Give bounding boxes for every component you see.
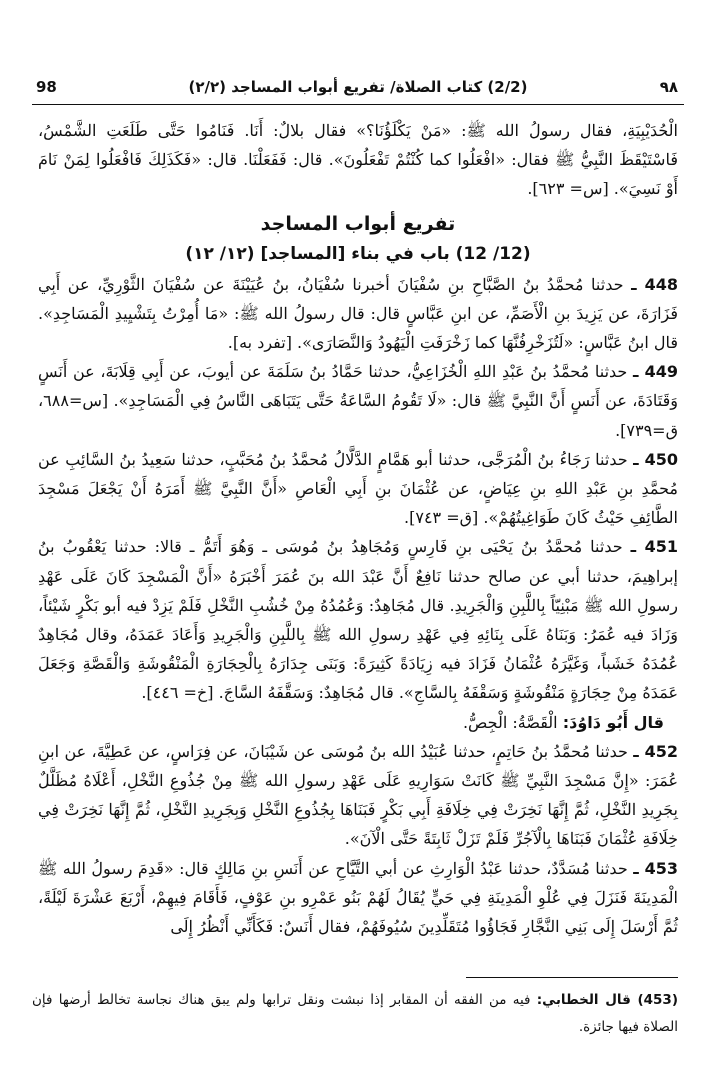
hadith-number: 451 ـ [630, 537, 679, 557]
hadith-451 [38, 532, 678, 707]
hadith-448 [38, 270, 678, 358]
hadith-text: حدثنا مُسَدَّدٌ، حدثنا عَبْدُ الْوَارِثِ عن أبي التَّيَّاحِ عن أَنَسِ بنِ مَالِكٍ قال: «قَدِمَ رسولُ الله ﷺ الْمَدِينَةَ فَنَزَلَ فِي عُلْوِ الْمَدِينَةِ فِي حَيٍّ يُقَالُ لَهُمْ بَنُو عَمْرِو بنِ عَوْفٍ، فَأَقَامَ فِيهِمْ، أَرْبَعَ عَشْرَةَ لَيْلَةً، ثُمَّ أَرْسَلَ إِلَى بَنِي النَّجَّارِ فَجَاؤُوا مُتَقَلِّدِينَ سُيُوفَهُمْ، فقال أَنَسٌ: فَكَأَنِّي أَنْظُرُ إِلَى [38, 858, 678, 937]
chapter-title: تفريع أبواب المساجد [260, 212, 456, 235]
hadith-text: حدثنا مُحمَّدُ بنُ الصَّبَّاحِ بنِ سُفْيَانَ أخبرنا سُفْيَانُ، بنُ عُيَيْنَةَ عن سُفْيَانَ الثَّوْرِيِّ، عن أَبِي فَزَارَةَ، عن يَزِيدَ بنِ الْأَصَمِّ، عن ابنِ عَبَّاسٍ قال: قال رسولُ الله ﷺ: «مَا أُمِرْتُ بِتَشْيِيدِ الْمَسَاجِدِ». قال ابنُ عَبَّاسٍ: «لَتُزَخْرِفُنَّهَا كما زَخْرَفَتِ الْيَهُودُ وَالنَّصَارَى». [تفرد به]. [38, 274, 678, 353]
hadith-452 [38, 737, 678, 854]
hadith-453 [38, 854, 678, 942]
footnote-divider [466, 977, 678, 978]
page-number-latin: 98 [36, 78, 57, 96]
abu-dawud-note [38, 708, 678, 737]
hadith-text: حدثنا مُحمَّدُ بنُ حَاتِمٍ، حدثنا عُبَيْدُ الله بنُ مُوسَى عن شَيْبَانَ، عن فِرَاسٍ، عن عَطِيَّةَ، عن ابنِ عُمَرَ: «إِنَّ مَسْجِدَ النَّبِيِّ ﷺ كَانَتْ سَوَارِيهِ عَلَى عَهْدِ رسولِ الله ﷺ مِنْ جُذُوعِ النَّخْلِ، أَعْلَاهُ مُظَلَّلٌ بِجَرِيدِ النَّخْلِ، ثُمَّ إِنَّهَا نَخِرَتْ فِي خِلَافَةِ أَبِي بَكْرٍ فَبَنَاهَا بِجُذُوعِ النَّخْلِ وَبِجَرِيدِ النَّخْلِ، ثُمَّ إِنَّهَا نَخِرَتْ فِي خِلَافَةِ عُثْمَانَ فَبَنَاهَا بِالْآجُرِّ فَلَمْ تَزَلْ ثَابِتَةً حَتَّى الْآنَ». [38, 741, 678, 849]
abu-dawud-label: قال أَبُو دَاوُدَ: [562, 712, 664, 732]
footnote-label: (453) قال الخطابي: [536, 992, 678, 1008]
running-header [32, 74, 684, 105]
hadith-number: 450 ـ [633, 449, 678, 469]
main-text [38, 116, 678, 941]
hadith-text: حدثنا رَجَاءُ بنُ الْمُرَجَّى، حدثنا أبو هَمَّامٍ الدَّلَّالُ مُحمَّدُ بنُ مُحَبَّبٍ، حدثنا سَعِيدُ بنُ السَّائِبِ عن مُحمَّدِ بنِ عَبْدِ اللهِ بنِ عِيَاضٍ، عن عُثْمَانَ بنِ أَبِي الْعَاصِ «أَنَّ النَّبِيَّ ﷺ أَمَرَهُ أَنْ يَجْعَلَ مَسْجِدَ الطَّائِفِ حَيْثُ كَانَ طَوَاغِيتُهُمْ». [ق= ٧٤٣]. [38, 449, 678, 528]
running-title: (2/2) كتاب الصلاة/ تفريع أبواب المساجد (٢/٢) [188, 78, 528, 96]
hadith-449 [38, 357, 678, 445]
footnote [32, 987, 678, 1041]
hadith-number: 449 ـ [632, 362, 678, 382]
hadith-450 [38, 445, 678, 533]
page-number-arabic: ٩٨ [659, 78, 678, 96]
footnote-text: فيه من الفقه أن المقابر إذا نبشت ونقل ترابها ولم يبق هناك نجاسة تخالط أرضها فإن الصلاة فيها جائزة. [32, 992, 678, 1035]
abu-dawud-text: الْقَصَّةُ: الْجِصُّ. [462, 712, 558, 732]
hadith-number: 448 ـ [631, 274, 679, 294]
hadith-text: حدثنا مُحمَّدُ بنُ عَبْدِ اللهِ الْخُزَاعِيُّ، حدثنا حَمَّادُ بنُ سَلَمَةَ عن أيوبَ، عن أَبِي قِلَابَةَ، عن أَنَسٍ وَقَتَادَةَ، عن أَنَسٍ أَنَّ النَّبِيَّ ﷺ قال: «لَا تَقُومُ السَّاعَةُ حَتَّى يَتَبَاهَى النَّاسُ فِي الْمَسَاجِدِ». [س=٦٨٨، ق=٧٣٩]. [38, 362, 679, 440]
hadith-number: 453 ـ [633, 858, 679, 878]
bab-title: (12/ 12) باب في بناء [المساجد] (١٢/ ١٢) [185, 243, 531, 264]
hadith-text: حدثنا مُحمَّدُ بنُ يَحْيَى بنِ فَارِسٍ وَمُجَاهِدُ بنُ مُوسَى ـ وَهُوَ أَتَمُّ ـ قالا: حدثنا يَعْقُوبُ بنُ إبراهِيمَ، حدثنا أبي عن صالح حدثنا نَافِعٌ أَنَّ عَبْدَ الله بنَ عُمَرَ أَخْبَرَهُ «أَنَّ الْمَسْجِدَ كَانَ عَلَى عَهْدِ رسولِ الله ﷺ مَبْنِيّاً بِاللَّبِنِ وَالْجَرِيدِ. قال مُجَاهِدٌ: وَعُمُدُهُ مِنْ خُشُبِ النَّخْلِ فَلَمْ يَزِدْ فيه أبو بَكْرٍ شَيْئاً، وَزَادَ فيه عُمَرُ: وَبَنَاهُ عَلَى بِنَائِهِ فِي عَهْدِ رسولِ الله ﷺ بِاللَّبِنِ وَالْجَرِيدِ وَأَعَادَ عَمَدَهُ، وقال مُجَاهِدٌ عُمُدَهُ خَشَباً، وَغَيَّرَهُ عُثْمَانُ فَزَادَ فيه زِيَادَةً كَثِيرَةً: وَبَنَى جِدَارَهُ بِالْحِجَارَةِ الْمَنْقُوشَةِ وَالْقَصَّةِ وَجَعَلَ عَمَدَهُ مِنْ حِجَارَةٍ مَنْقُوشَةٍ وَسَقْفَهُ بِالسَّاجِ». قال مُجَاهِدٌ: وَسَقَّفَهُ السَّاجَ. [خ= ٤٤٦]. [38, 537, 679, 703]
hadith-number: 452 ـ [633, 741, 679, 761]
intro-paragraph: الْحُدَيْبِيَةِ، فقال رسولُ الله ﷺ: «مَنْ يَكْلَؤُنَا؟» فقال بلالٌ: أَنَا. فَنَامُوا حَتَّى طَلَعَتِ الشَّمْسُ، فَاسْتَيْقَظَ النَّبِيُّ ﷺ فقال: «افْعَلُوا كما كُنْتُمْ تَفْعَلُونَ». قال: فَفَعَلْنَا. قال: «فَكَذَلِكَ فَافْعَلُوا لِمَنْ نَامَ أَوْ نَسِيَ». [س= ٦٢٣]. [38, 121, 678, 199]
